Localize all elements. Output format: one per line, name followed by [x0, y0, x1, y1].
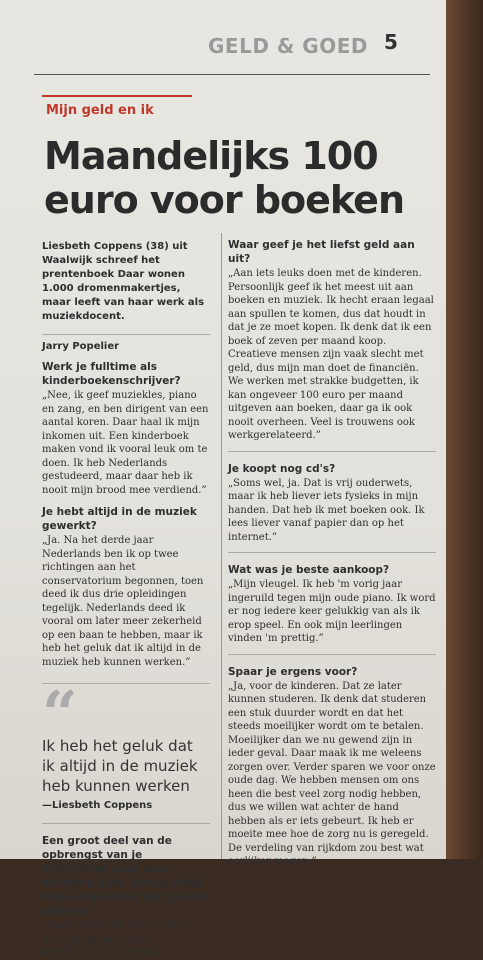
headline-line-1: Maandelijks 100	[44, 134, 378, 178]
answer: „Nee, ik geef muziekles, piano en zang, en ben dirigent van een aantal koren. Daar haal ik mijn inkomen uit. Een kinderboek maken vond ik vooral leuk om te doen. Ik heb Nederlands gestudeerd, maar daar heb ik nooit mijn brood mee verdiend.”	[42, 390, 209, 496]
byline: Jarry Popelier	[42, 334, 210, 352]
separator	[228, 451, 436, 454]
separator	[228, 552, 436, 555]
intro-text: Liesbeth Coppens (38) uit Waalwijk schreef het prentenboek Daar wonen 1.000 dromenmakertjes, maar leeft van haar werk als muziekdocent.	[42, 241, 205, 322]
separator	[228, 654, 436, 657]
answer: „Mijn vleugel. Ik heb 'm vorig jaar ingeruild tegen mijn oude piano. Ik word er nog iedere keer gelukkig van als ik erop speel. En ook mijn leerlingen vinden 'm prettig.”	[228, 579, 436, 644]
column-kicker: Mijn geld en ik	[46, 103, 154, 118]
pull-quote-text: Ik heb het geluk dat ik altijd in de muziek heb kunnen werken	[42, 737, 198, 795]
question: Waar geef je het liefst geld aan uit?	[228, 239, 415, 265]
right-column	[228, 238, 436, 869]
column-divider	[221, 233, 222, 859]
answer: „Soms wel, ja. Dat is vrij ouderwets, maar ik heb liever iets fysieks in mijn handen. Dat heb ik met boeken ook. Ik lees liever vanaf papier dan op het internet.”	[228, 477, 425, 543]
question: Je hebt altijd in de muziek gewerkt?	[42, 506, 197, 532]
answer: „Jawel, maar dit is de eerste keer dat ik aan zoiets grootschaligs meewerk.	[42, 920, 187, 958]
question: Een groot deel van de opbrengst van je kinderboek gaat naar stichting Kika. Ben je altijd begaan geweest met goede doelen?	[42, 835, 207, 917]
left-column	[42, 240, 210, 960]
headline	[44, 134, 434, 222]
header-rule	[34, 74, 430, 75]
question: Je koopt nog cd's?	[228, 462, 336, 475]
page-number: 5	[384, 30, 398, 54]
answer: „Aan iets leuks doen met de kinderen. Persoonlijk geef ik het meest uit aan boeken en muziek. Ik hecht eraan legaal aan spullen te komen, dus dat houdt in dat je ze moet kopen. Ik denk dat ik een boek of zeven per maand koop. Creatieve mensen zijn vaak slecht met geld, dus mijn man doet de financiën. We werken met strakke budgetten, ik kan ongeveer 100 euro per maand uitgeven aan boeken, daar ga ik ook nooit overheen. Veel is trouwens ook werkgerelateerd.”	[228, 268, 434, 441]
pull-quote-author: —Liesbeth Coppens	[42, 800, 153, 811]
quote-mark-icon: “	[42, 677, 78, 750]
section-title: GELD & GOED	[208, 34, 368, 58]
headline-line-2: euro voor boeken	[44, 178, 405, 222]
question: Spaar je ergens voor?	[228, 665, 358, 678]
separator	[42, 823, 210, 826]
table-edge	[446, 0, 483, 859]
answer: „Ja. Na het derde jaar Nederlands ben ik op twee richtingen aan het conservatorium begonnen, toen deed ik dus drie opleidingen tegelijk. Nederlands deed ik vooral om later meer zekerheid op een baan te hebben, maar ik heb het geluk dat ik altijd in de muziek heb kunnen werken.”	[42, 535, 204, 668]
question: Werk je fulltime als kinderboekenschrijver?	[42, 361, 181, 387]
kicker-rule	[42, 95, 192, 97]
question: Wat was je beste aankoop?	[228, 564, 390, 576]
pull-quote	[42, 677, 210, 811]
answer: „Ja, voor de kinderen. Dat ze later kunnen studeren. Ik denk dat studeren een stuk duurder wordt en dat het steeds moeilijker wordt om te betalen. Moeilijker dan we nu gewend zijn in ieder geval. Daar maak ik me weleens zorgen over. Verder sparen we voor onze oude dag. We hebben mensen om ons heen die best veel zorg nodig hebben, dus we willen wat achter de hand hebben als er iets gebeurt. Ik heb er moeite mee hoe de zorg nu is geregeld. De verdeling van rijkdom zou best wat eerlijker mogen.”	[228, 680, 436, 867]
